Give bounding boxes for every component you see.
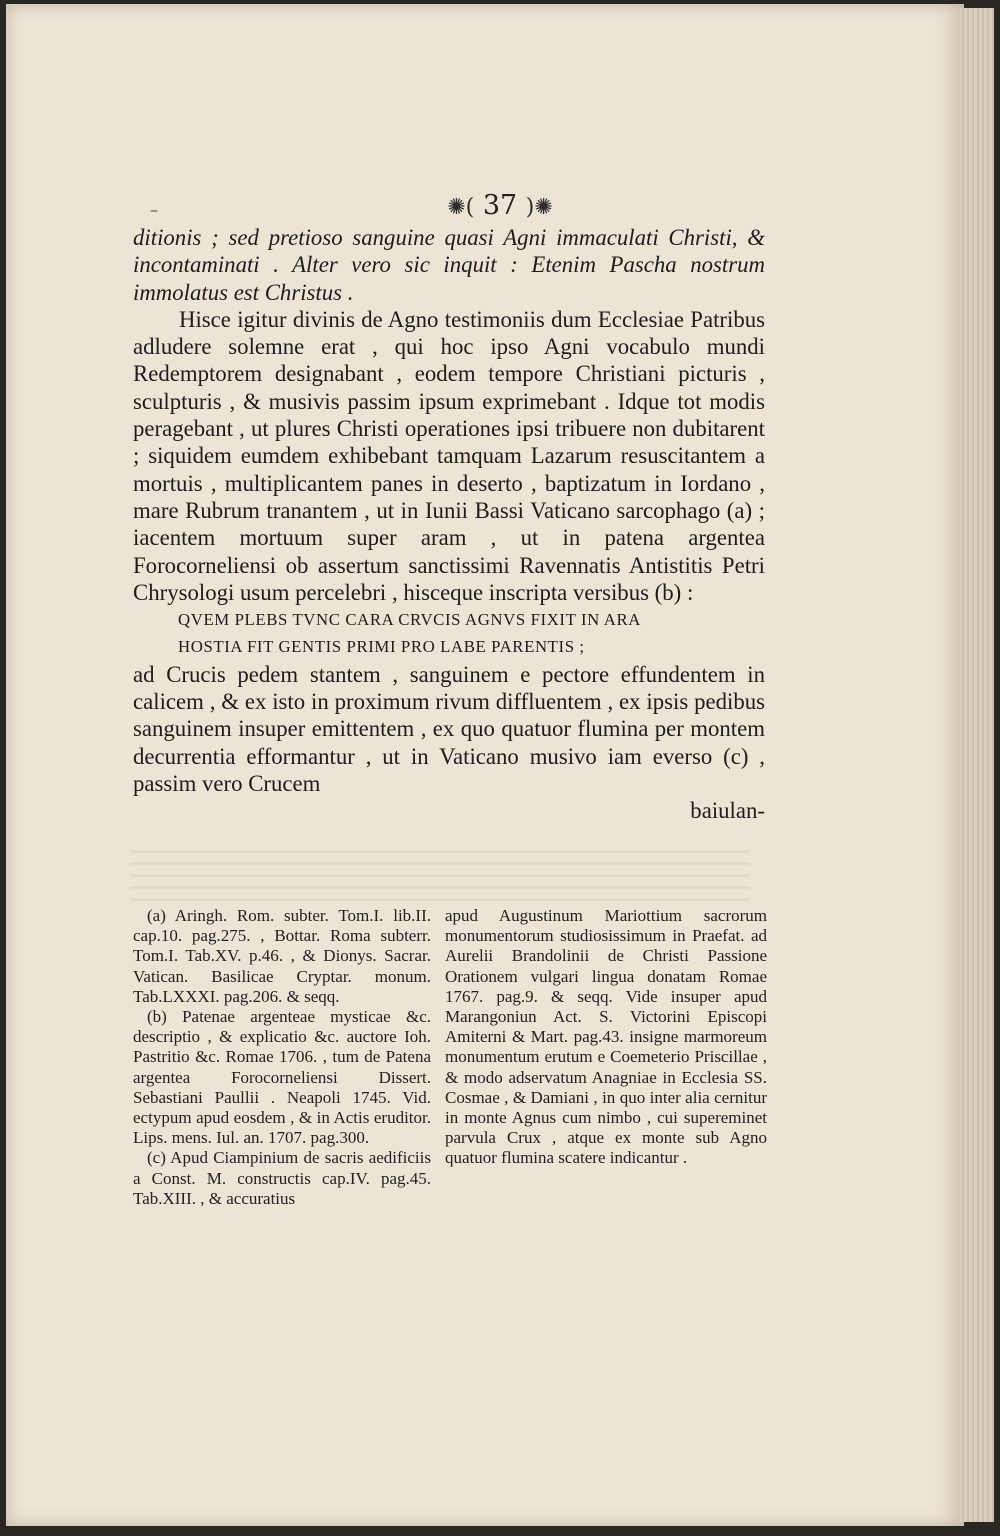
footnote-c: (c) Apud Ciampinium de sacris aedificiis a Const. M. constructis cap.IV. pag.45. Tab.XIII. , & accuratius (133, 1148, 431, 1208)
inscription-line-1: QVEM PLEBS TVNC CARA CRVCIS AGNVS FIXIT IN ARA (178, 610, 641, 630)
show-through-text (130, 842, 750, 902)
paragraph-after-inscription: ad Crucis pedem stantem , sanguinem e pectore effundentem in calicem , & ex isto in proximum rivum diffluentem , ex ipsis pedibus sanguinem insuper emittentem , ex quo quatuor flumina per montem decurrentia efformantur , ut in Vaticano musivo iam everso (c) , passim vero Crucem (133, 661, 765, 796)
page-edges (960, 8, 994, 1522)
footnotes-left-column (133, 906, 431, 1209)
footnote-b: (b) Patenae argenteae mysticae &c. descriptio , & explicatio &c. auctore Ioh. Pastritio &c. Romae 1706. , tum de Patena argentea Forocorneliensi Dissert. Sebastiani Paullii . Neapoli 1745. Vid. ectypum apud eosdem , & in Actis eruditor. Lips. mens. Iul. an. 1707. pag.300. (133, 1007, 431, 1148)
page-number-line (0, 190, 1000, 221)
margin-dash: – (150, 200, 158, 219)
footnotes-right-column (445, 906, 767, 1169)
footnote-c-continuation: apud Augustinum Mariottium sacrorum monumentorum studiosissimum in Praefat. ad Aurelii Brandolinii de Christi Passione Orationem vulgari lingua donatam Romae 1767. pag.9. & seqq. Vide insuper apud Marangoniun Act. S. Victorini Episcopi Amiterni & Mart. pag.43. insigne marmoreum monumentum erutum e Coemeterio Priscillae , & modo adservatum Anagniae in Ecclesia SS. Cosmae , & Damiani , in quo inter alia cernitur in monte Agnus cum nimbo , cui supereminet parvula Crux , atque ex monte sub Agno quatuor flumina scatere indicantur . (445, 906, 767, 1168)
paragraph-main: Hisce igitur divinis de Agno testimoniis dum Ecclesiae Patribus adludere solemne erat , qui hoc ipso Agni vocabulo mundi Redemptorem designabant , eodem tempore Christiani picturis , sculpturis , & musivis passim ipsum exprimebant . Idque tot modis peragebant , ut plures Christi operationes ipsi tribuere non dubitarent ; siquidem eumdem exhibebant tamquam Lazarum resuscitantem a mortuis , multiplicantem panes in deserto , baptizatum in Iordano , mare Rubrum tranantem , ut in Iunii Bassi Vaticano sarcophago (a) ; iacentem mortuum super aram , ut in patena argentea Forocorneliensi ob assertum sanctissimi Ravennatis Antistitis Petri Chrysologi usum percelebri , hisceque inscripta versibus (b) : (133, 306, 765, 605)
footnote-a: (a) Aringh. Rom. subter. Tom.I. lib.II. cap.10. pag.275. , Bottar. Roma subterr. Tom.I. Tab.XV. p.46. , & Dionys. Sacrar. Vatican. Basilicae Cryptar. monum. Tab.LXXXI. pag.206. & seqq. (133, 906, 431, 1006)
page-number: 37 (482, 190, 518, 221)
paragraph-continuation: ditionis ; sed pretioso sanguine quasi Agni immaculati Christi, & incontaminati . Alter vero sic inquit : Etenim Pascha nostrum immolatus est Christus . (133, 225, 765, 305)
left-ornament-icon: ✺( (447, 195, 475, 220)
catchword: baiulan- (690, 798, 765, 824)
inscription-line-2: HOSTIA FIT GENTIS PRIMI PRO LABE PARENTIS ; (178, 637, 585, 657)
right-ornament-icon: )✺ (525, 195, 553, 220)
main-text (133, 224, 765, 825)
